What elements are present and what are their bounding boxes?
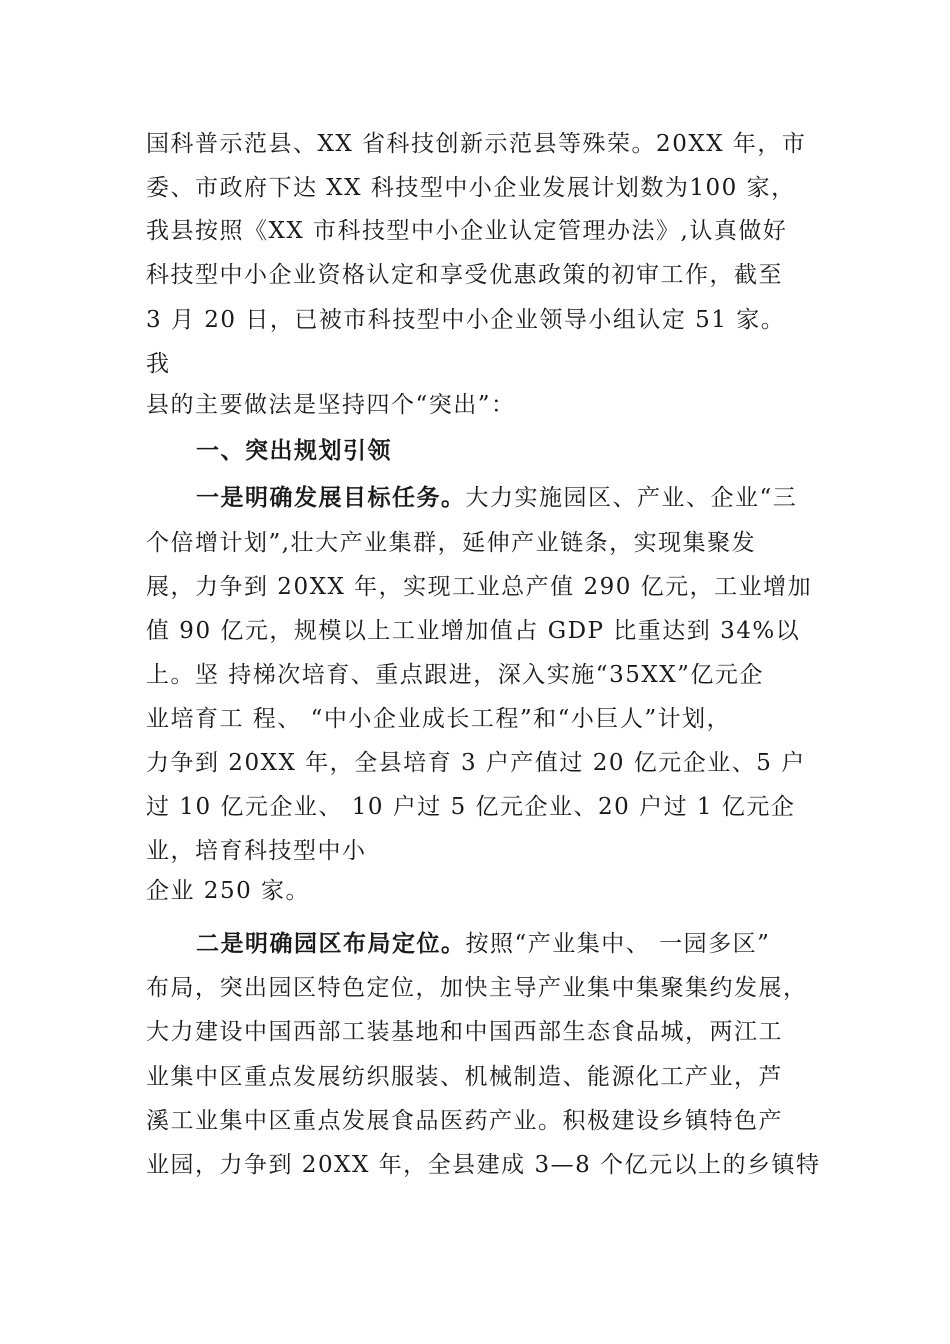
- intro-line-1: 国科普示范县、XX 省科技创新示范县等殊荣。20XX 年，市: [146, 131, 807, 157]
- para2-line: 大力建设中国西部工装基地和中国西部生态食品城，两江工: [146, 1019, 783, 1045]
- para2-first-rest: 按照“产业集中、 一园多区”: [465, 931, 771, 957]
- para1-line: 值 90 亿元，规模以上工业增加值占 GDP 比重达到 34%以: [146, 618, 801, 644]
- para2-line: 业园，力争到 20XX 年，全县建成 3—8 个亿元以上的乡镇特: [146, 1152, 821, 1178]
- para2-line: 业集中区重点发展纺织服装、机械制造、能源化工产业，芦: [146, 1064, 783, 1090]
- para1-line: 业培育工 程、 “中小企业成长工程”和“小巨人”计划，: [146, 706, 732, 732]
- para1-line: 力争到 20XX 年，全县培育 3 户产值过 20 亿元企业、5 户: [146, 750, 806, 776]
- para1-first-rest: 大力实施园区、产业、企业“三: [465, 485, 798, 511]
- para1-line: 上。坚 持梯次培育、重点跟进，深入实施“35XX”亿元企: [146, 662, 764, 688]
- intro-line-3: 我县按照《XX 市科技型中小企业认定管理办法》,认真做好: [146, 218, 788, 244]
- para2-first-line: [196, 929, 770, 959]
- para1-first-line: [196, 483, 797, 513]
- section-heading: 一、突出规划引领: [196, 438, 392, 464]
- para2-line: 布局，突出园区特色定位，加快主导产业集中集聚集约发展，: [146, 975, 808, 1001]
- para1-line: 过 10 亿元企业、 10 户过 5 亿元企业、20 户过 1 亿元企: [146, 794, 796, 820]
- para2-lead: 二是明确园区布局定位。: [196, 931, 466, 957]
- intro-line-6: 我: [146, 351, 171, 377]
- para1-lead: 一是明确发展目标任务。: [196, 485, 466, 511]
- para1-line: 个倍增计划”,壮大产业集群，延伸产业链条，实现集聚发: [146, 530, 757, 556]
- para1-line: 业，培育科技型中小: [146, 838, 367, 864]
- intro-line-7: 县的主要做法是坚持四个“突出”：: [146, 392, 516, 418]
- para2-line: 溪工业集中区重点发展食品医药产业。积极建设乡镇特色产: [146, 1108, 783, 1134]
- intro-line-4: 科技型中小企业资格认定和享受优惠政策的初审工作，截至: [146, 262, 783, 288]
- intro-line-2: 委、市政府下达 XX 科技型中小企业发展计划数为100 家，: [146, 175, 796, 201]
- intro-line-5: 3 月 20 日，已被市科技型中小企业领导小组认定 51 家。: [146, 307, 786, 333]
- para1-line: 展，力争到 20XX 年，实现工业总产值 290 亿元，工业增加: [146, 574, 813, 600]
- para1-line: 企业 250 家。: [146, 878, 311, 904]
